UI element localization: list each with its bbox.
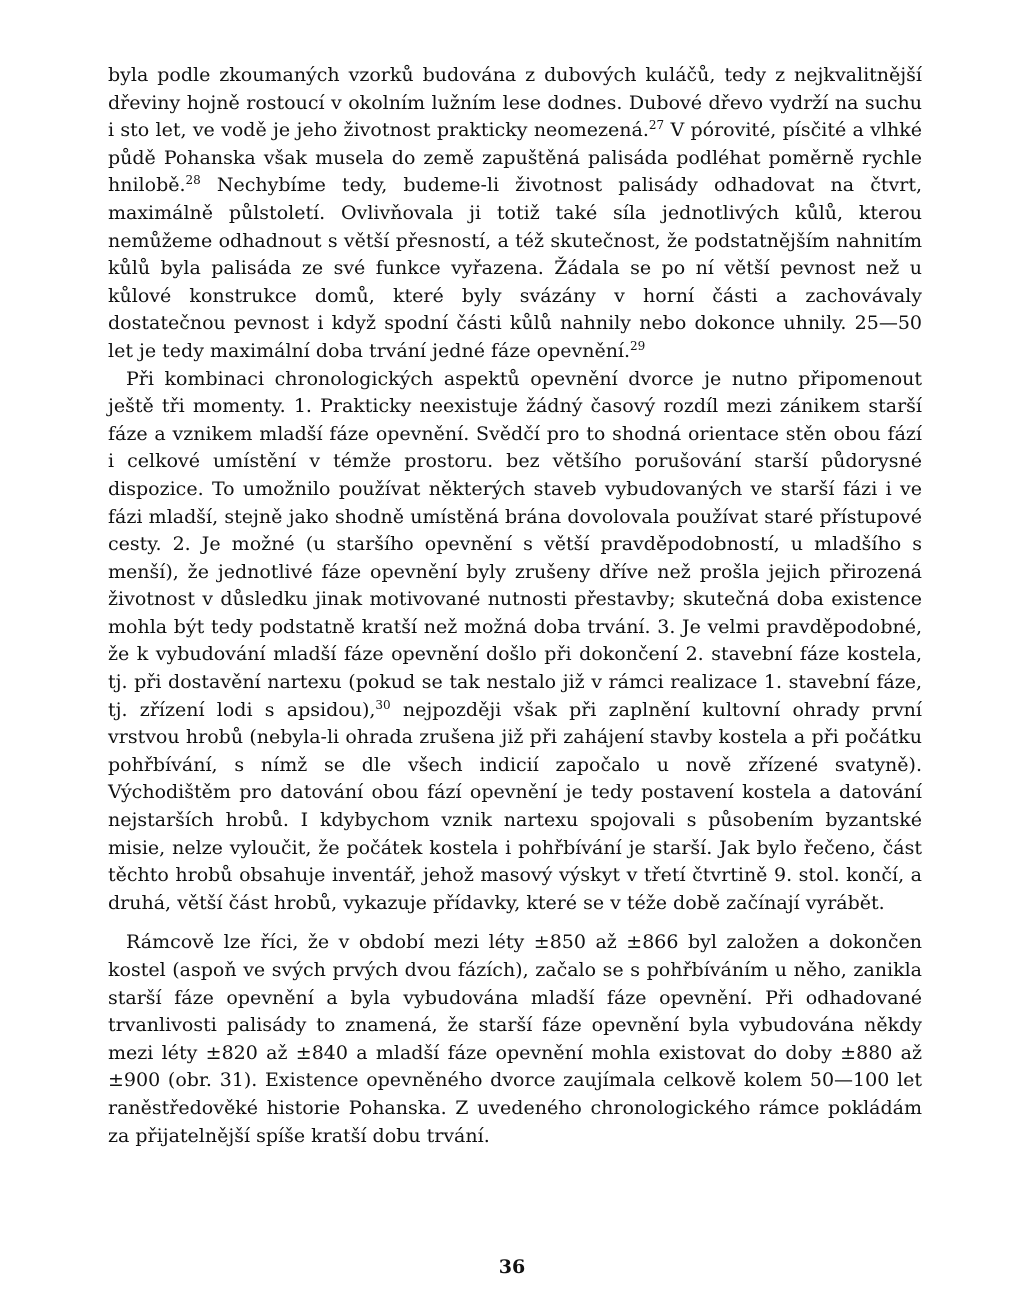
footnote-ref: 27 [648, 118, 665, 133]
text-run: V pórovité, písčité a vlhké půdě Pohanska však musela do země zapuštěná palisáda podléhat poměrně rychle hnilobě. [108, 119, 922, 197]
page-number: 36 [498, 1256, 526, 1278]
paragraph [108, 366, 922, 918]
text-run: Nechybíme tedy, budeme-li životnost palisády odhadovat na čtvrt, maximálně půlstoletí. Ovlivňovala ji totiž také síla jednotlivých kůlů, kterou nemůžeme odhadnout s větší přesností, a též skutečnost, že podstatnějším nahnitím kůlů byla palisáda ze své funkce vyřazena. Žádala se po ní větší pevnost než u kůlové konstrukce domů, které byly svázány v horní části a zachovávaly dostatečnou pevnost i když spodní části kůlů nahnily nebo dokonce uhnily. 25—50 let je tedy maximální doba trvání jedné fáze opevnění. [108, 174, 922, 362]
page-body [108, 62, 922, 1150]
text-run: nejpozději však při zaplnění kultovní ohrady první vrstvou hrobů (nebyla-li ohrada zrušena již při zahájení stavby kostela a při počátku pohřbívání, s nímž se dle všech indicií započalo u nově zřízené svatyně). Východištěm pro datování obou fází opevnění je tedy postavení kostela a datování nejstarších hrobů. I kdybychom vznik nartexu spojovali s působením byzantské misie, nelze vyloučit, že počátek kostela i pohřbívání je starší. Jak bylo řečeno, část těchto hrobů obsahuje inventář, jehož masový výskyt v třetí čtvrtině 9. stol. končí, a druhá, větší část hrobů, vykazuje přídavky, které se v téže době začínají vyrábět. [108, 698, 922, 914]
text-run: Rámcově lze říci, že v období mezi léty ±850 až ±866 byl založen a dokončen kostel (aspoň ve svých prvých dvou fázích), začalo se s pohřbíváním u něho, zanikla starší fáze opevnění a byla vybudována mladší fáze opevnění. Při odhadované trvanlivosti palisády to znamená, že starší fáze opevnění byla vybudována někdy mezi léty ±820 až ±840 a mladší fáze opevnění mohla existovat do doby ±880 až ±900 (obr. 31). Existence opevněného dvorce zaujímala celkově kolem 50—100 let raněstředověké historie Pohanska. Z uvedeného chronologického rámce pokládám za přijatelnější spíše kratší dobu trvání. [108, 931, 922, 1147]
footnote-ref: 28 [185, 173, 201, 188]
paragraph [108, 929, 922, 1150]
footnote-ref: 29 [630, 338, 646, 353]
text-run: byla podle zkoumaných vzorků budována z dubových kuláčů, tedy z nejkvalitnější dřeviny hojně rostoucí v okolním lužním lese dodnes. Dubové dřevo vydrží na suchu i sto let, ve vodě je jeho životnost prakticky neomezená. [108, 64, 922, 142]
text-run: Při kombinaci chronologických aspektů opevnění dvorce je nutno připomenout ještě tři momenty. 1. Prakticky neexistuje žádný časový rozdíl mezi zánikem starší fáze a vznikem mladší fáze opevnění. Svědčí pro to shodná orientace stěn obou fází i celkové umístění v témže prostoru. bez většího porušování starší půdorysné dispozice. To umožnilo používat některých staveb vybudovaných ve starší fázi i ve fázi mladší, stejně jako shodně umístěná brána dovolovala používat staré přístupové cesty. 2. Je možné (u staršího opevnění s větší pravděpodobností, u mladšího s menší), že jednotlivé fáze opevnění byly zrušeny dříve než prošla jejich přirozená životnost v důsledku jinak motivované nutnosti přestavby; skutečná doba existence mohla být tedy podstatně kratší než možná doba trvání. 3. Je velmi pravděpodobné, že k vybudování mladší fáze opevnění došlo při dokončení 2. stavební fáze kostela, tj. při dostavění nartexu (pokud se tak nestalo již v rámci realizace 1. stavební fáze, tj. zřízení lodi s apsidou), [108, 367, 922, 721]
paragraph [108, 62, 922, 366]
footnote-ref: 30 [375, 697, 391, 712]
